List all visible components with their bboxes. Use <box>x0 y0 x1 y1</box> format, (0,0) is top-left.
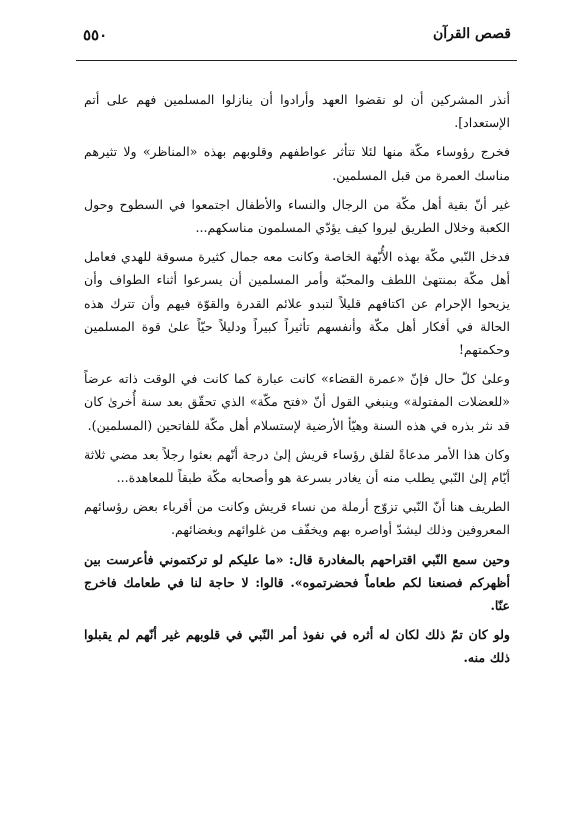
header-divider <box>76 60 517 61</box>
page-header <box>83 24 511 46</box>
page-number: ٥٥٠ <box>83 26 108 44</box>
paragraph: الطريف هنا أنّ النّبي تزوّج أرملة من نساء قريش وكانت من أقرباء بعض رؤسائهم المعروفين وذلك ليشدّ أواصره بهم ويخفّف من غلوائهم وبغضائهم. <box>84 499 510 538</box>
paragraph: فدخل النّبي مكّة بهذه الأُبّهة الخاصة وكانت معه جمال كثيرة مسوقة للهدي فعامل أهل مكّة بمنتهىٰ اللطف والمحبّة وأمر المسلمين أن يسرعوا أثناء الطواف وأن يزيحوا الإحرام عن اكتافهم قليلاً لتبدو علائم القدرة والقوّة فيهم وأن تترك هذه الحالة في أفكار أهل مكّة وأنفسهم تأثيراً كبيراً ودليلاً حيّاً علىٰ قوة المسلمين وحكمتهم! <box>84 249 510 358</box>
quoted-paragraph: وحين سمع النّبي اقتراحهم بالمغادرة قال: «ما عليكم لو تركتموني فأعرست بين أظهركم فصنعنا لكم طعاماً فحضرتموه». قالوا: لا حاجة لنا في طعامك فاخرج عنّا. <box>84 551 510 614</box>
paragraph: فخرج رؤوساء مكّة منها لئلا تتأثر عواطفهم وقلوبهم بهذه «المناظر» ولا تثيرهم مناسك العمرة من قبل المسلمين. <box>84 144 510 183</box>
paragraph: غير أنّ بقية أهل مكّة من الرجال والنساء والأطفال اجتمعوا في السطوح وحول الكعبة وخلال الطريق ليروا كيف يؤدّي المسلمون مناسكهم... <box>84 196 510 236</box>
paragraph: أنذر المشركين أن لو نقضوا العهد وأرادوا أن ينازلوا المسلمين فهم على أتم الإستعداد]. <box>84 92 510 131</box>
paragraph: ولو كان تمّ ذلك لكان له أثره في نفوذ أمر النّبي في قلوبهم غير أنّهم لم يقبلوا ذلك منه. <box>84 627 510 666</box>
paragraph: وعلىٰ كلّ حال فإنّ «عمرة القضاء» كانت عبارة كما كانت في الوقت ذاته عرضاً «للعضلات المفتولة» وينبغي القول أنّ «فتح مكّة» الذي تحقّق بعد سنة أُخرىٰ كان قد نثر بذره في هذه السنة وهيّأ الأرضية لإستسلام أهل مكّة للفاتحين (المسلمين). <box>84 371 510 433</box>
running-title: قصص القرآن <box>433 26 511 42</box>
page-body <box>84 88 510 676</box>
paragraph: وكان هذا الأمر مدعاةً لقلق رؤساء قريش إلىٰ درجة أنّهم بعثوا رجلاً بعد مضي ثلاثة أيّام إلىٰ النّبي يطلب منه أن يغادر بسرعة هو وأصحابه مكّة طبقاً للمعاهدة... <box>84 446 510 486</box>
